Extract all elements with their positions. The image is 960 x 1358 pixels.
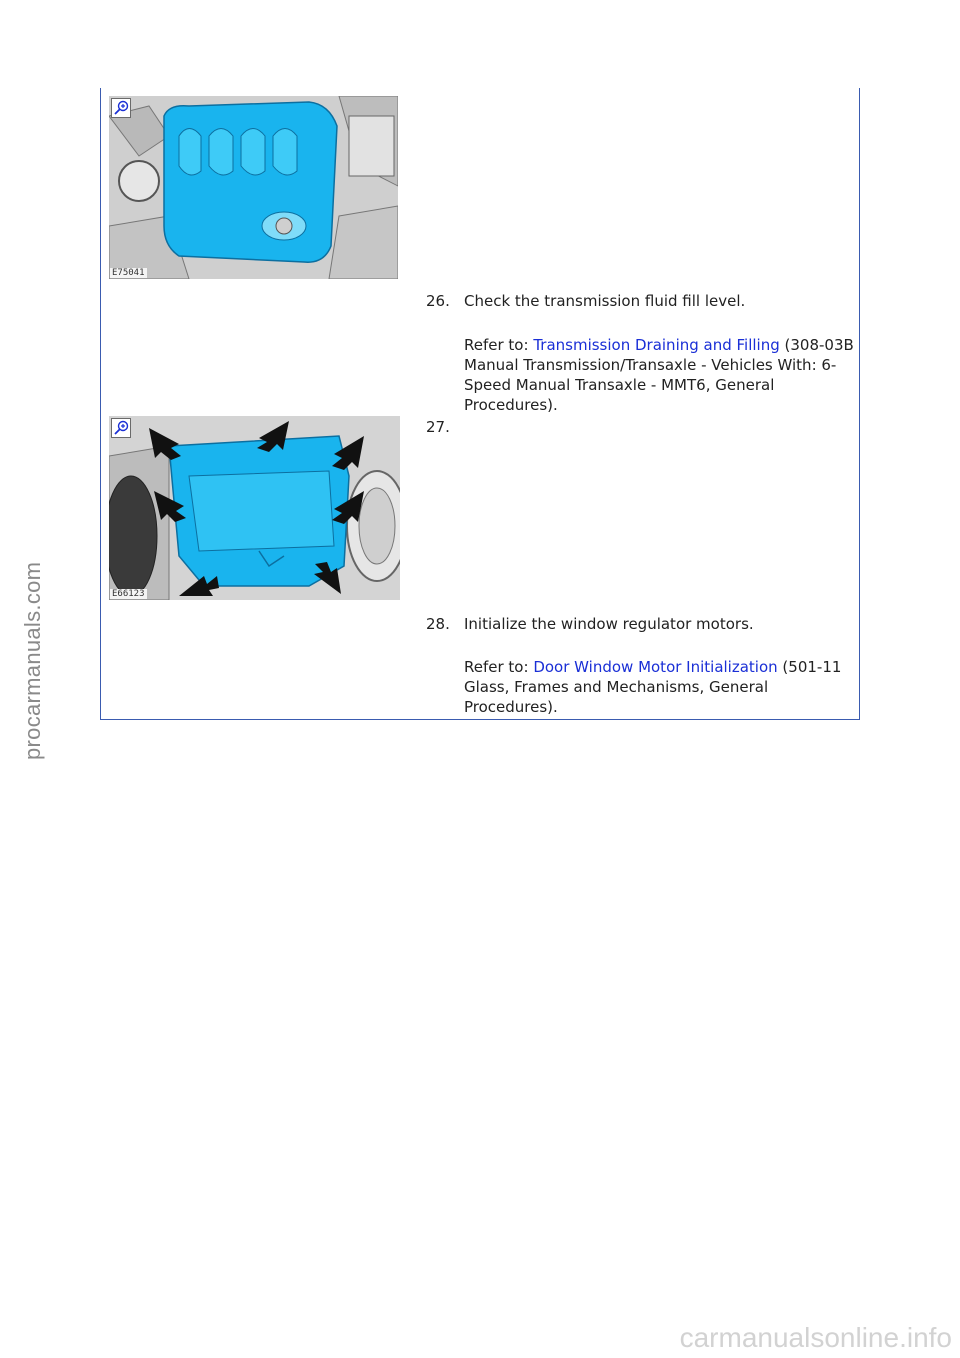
step-number: 28.	[426, 615, 450, 633]
step-number: 27.	[426, 418, 450, 436]
step-reference	[464, 657, 856, 717]
refer-to-label: Refer to:	[464, 658, 534, 676]
figure-id-label: E66123	[112, 589, 145, 599]
step-instruction: Check the transmission fluid fill level.	[464, 292, 746, 310]
reference-details: (308-03B Manual Transmission/Transaxle - Vehicles With: 6-Speed Manual Transaxle - MMT6, General Procedures).	[464, 336, 854, 414]
door-window-motor-link[interactable]: Door Window Motor Initialization	[533, 658, 778, 676]
underbody-shield-illustration[interactable]	[109, 416, 400, 600]
side-watermark: procarmanuals.com	[20, 561, 45, 760]
refer-to-label: Refer to:	[464, 336, 534, 354]
reference-details: (501-11 Glass, Frames and Mechanisms, General Procedures).	[464, 658, 842, 716]
zoom-magnifier-icon[interactable]	[111, 418, 131, 438]
zoom-magnifier-icon[interactable]	[111, 98, 131, 118]
step-number: 26.	[426, 292, 450, 310]
bottom-watermark: carmanualsonline.info	[679, 1322, 952, 1353]
engine-cover-illustration[interactable]	[109, 96, 398, 279]
figure-id-label: E75041	[112, 268, 145, 278]
step-reference	[464, 335, 856, 415]
underbody-shield-drawing	[109, 416, 400, 600]
step-instruction: Initialize the window regulator motors.	[464, 615, 754, 633]
transmission-draining-link[interactable]: Transmission Draining and Filling	[533, 336, 780, 354]
engine-cover-drawing	[109, 96, 398, 279]
